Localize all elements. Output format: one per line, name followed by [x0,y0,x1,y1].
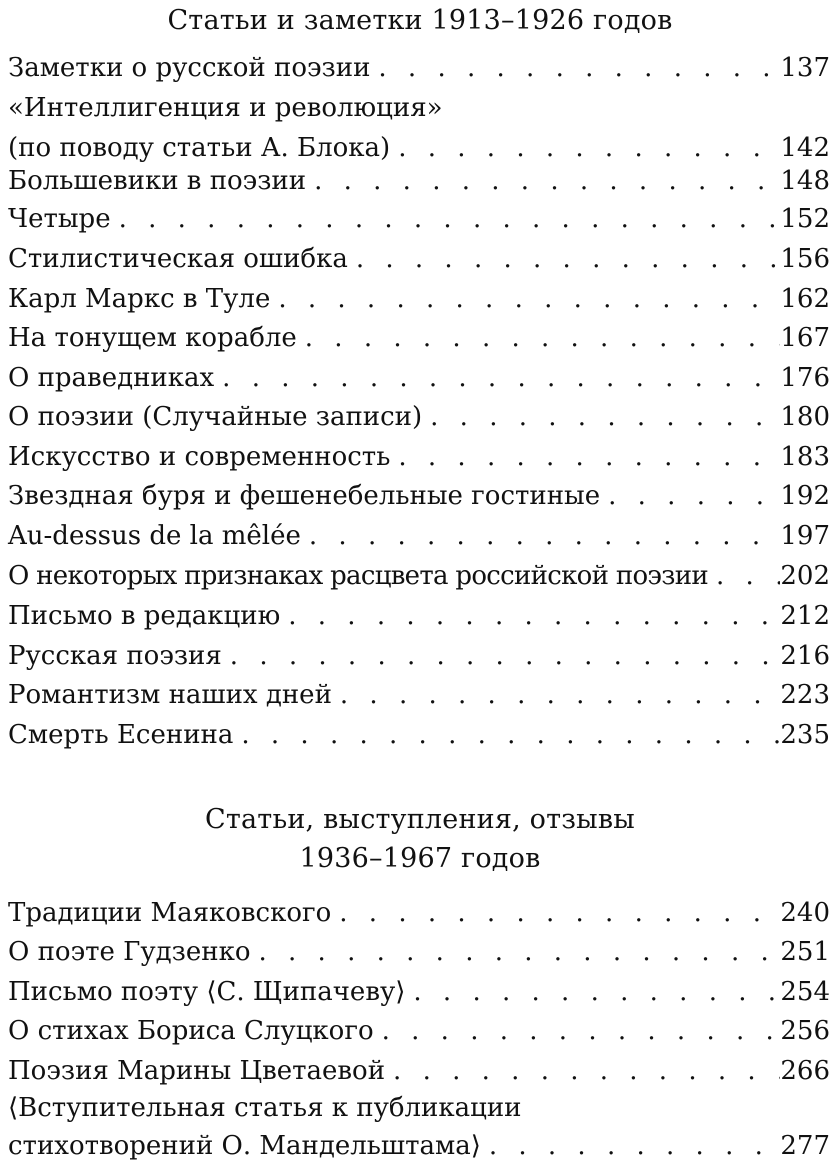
page-number: 192 [780,481,830,511]
section-title-line1: Статьи, выступления, отзывы [205,804,635,835]
page-number: 183 [780,442,830,472]
dot-leader [331,893,780,933]
page-number: 137 [780,53,830,83]
page-number: 142 [780,133,830,163]
toc-entry[interactable] [8,596,830,636]
toc-entry[interactable] [8,88,830,168]
toc-entry[interactable] [8,476,830,516]
dot-leader [370,48,780,88]
page-number: 223 [780,680,830,710]
page-number: 235 [780,720,830,750]
entry-title: стихотворений О. Мандельштама⟩ [8,1131,481,1161]
entry-title: Карл Маркс в Туле [8,284,271,314]
entry-title: О некоторых признаках расцвета российской поэзии [8,561,709,591]
entry-title: О поэзии (Случайные записи) [8,402,423,432]
page-number: 216 [780,641,830,671]
entry-title-line1: ⟨Вступительная статья к публикации [8,1093,522,1123]
dot-leader [222,636,781,676]
page-number: 197 [780,521,830,551]
toc-entry[interactable] [8,161,830,201]
page-number: 152 [780,204,830,234]
toc-entry[interactable] [8,199,830,239]
toc-entry[interactable] [8,932,830,972]
entry-title: (по поводу статьи А. Блока) [8,133,391,163]
entry-title: Искусство и современность [8,442,391,472]
entry-title: Письмо поэту ⟨С. Щипачеву⟩ [8,977,406,1007]
toc-entry[interactable] [8,675,830,715]
entry-title: На тонущем корабле [8,323,297,353]
page-number: 202 [780,561,830,591]
section-title-line2: 1936–1967 годов [299,843,541,874]
dot-leader [385,1051,780,1091]
page-number: 212 [780,601,830,631]
dot-leader [422,397,780,437]
entry-title: Романтизм наших дней [8,680,332,710]
toc-entry[interactable] [8,279,830,319]
dot-leader [332,675,780,715]
entry-title: О праведниках [8,363,215,393]
entry-title: О стихах Бориса Слуцкого [8,1016,374,1046]
page-number: 277 [780,1131,830,1161]
dot-leader [233,715,780,755]
dot-leader [301,516,780,556]
dot-leader [374,1011,781,1051]
entry-title: Заметки о русской поэзии [8,53,371,83]
dot-leader [111,199,781,239]
dot-leader [348,239,781,279]
dot-leader [306,161,780,201]
toc-entry[interactable] [8,239,830,279]
entry-title: Большевики в поэзии [8,166,307,196]
toc-entry[interactable] [8,893,830,933]
dot-leader [270,279,780,319]
toc-entry[interactable] [8,358,830,398]
entry-title: Письмо в редакцию [8,601,281,631]
entry-title: Русская поэзия [8,641,222,671]
section-title: Статьи и заметки 1913–1926 годов [167,5,673,36]
toc-entry[interactable] [8,516,830,556]
toc-entry[interactable] [8,556,830,596]
page-number: 156 [780,244,830,274]
entry-title: Стилистическая ошибка [8,244,348,274]
toc-entry[interactable] [8,48,830,88]
page-number: 266 [780,1056,830,1086]
dot-leader [280,596,780,636]
dot-leader [708,556,780,596]
toc-entry[interactable] [8,318,830,358]
dot-leader [250,932,780,972]
entry-title: Смерть Есенина [8,720,234,750]
toc-entry[interactable] [8,1011,830,1051]
toc-entry[interactable] [8,715,830,755]
toc-entry[interactable] [8,972,830,1012]
entry-title-line1: «Интеллигенция и революция» [8,93,443,123]
page-number: 240 [780,898,830,928]
page-number: 180 [780,402,830,432]
entry-title: О поэте Гудзенко [8,937,251,967]
dot-leader [481,1126,781,1166]
dot-leader [297,318,781,358]
toc-entry[interactable] [8,1090,830,1170]
entry-title: Четыре [8,204,111,234]
page-number: 162 [780,284,830,314]
dot-leader [405,972,780,1012]
entry-title: Традиции Маяковского [8,898,332,928]
entry-title: Au-dessus de la mêlée [8,521,301,551]
page-number: 251 [780,937,830,967]
page-number: 256 [780,1016,830,1046]
toc-entry[interactable] [8,1051,830,1091]
toc-entry[interactable] [8,437,830,477]
page-number: 167 [780,323,830,353]
toc-entry[interactable] [8,397,830,437]
page-number: 176 [780,363,830,393]
dot-leader [600,476,780,516]
page-number: 254 [780,977,830,1007]
entry-title: Поэзия Марины Цветаевой [8,1056,386,1086]
toc-entry[interactable] [8,636,830,676]
dot-leader [390,437,780,477]
dot-leader [214,358,780,398]
page-number: 148 [780,166,830,196]
entry-title: Звездная буря и фешенебельные гостиные [8,481,601,511]
